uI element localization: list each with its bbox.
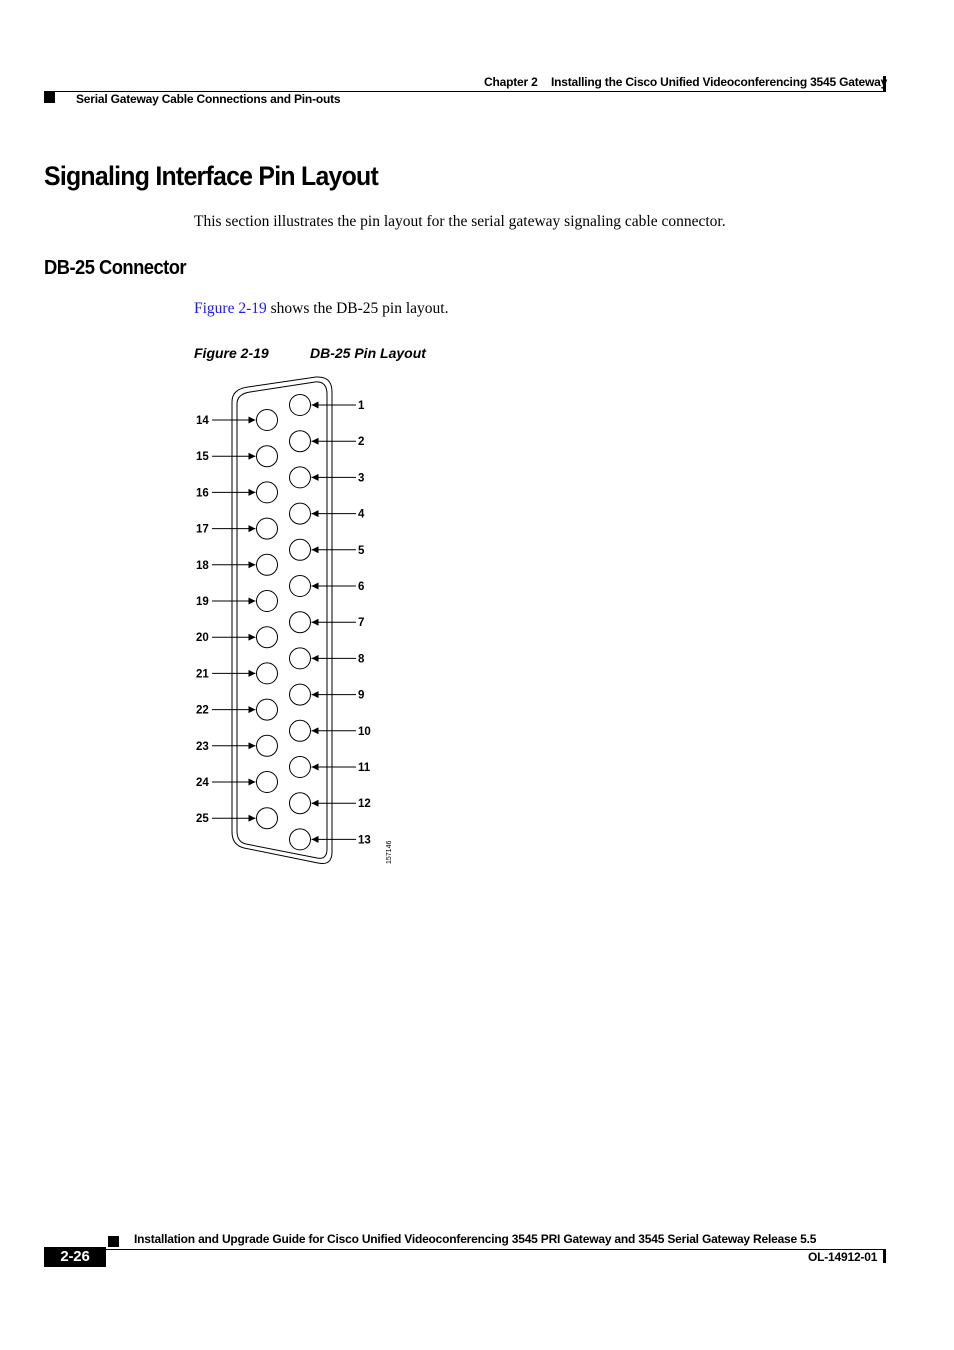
pin-1 — [290, 395, 311, 416]
pin-label-12: 12 — [358, 798, 371, 811]
header-chapter-title: Installing the Cisco Unified Videoconferencing 3545 Gateway — [551, 75, 888, 89]
pin-9 — [290, 684, 311, 705]
pin-label-4: 4 — [358, 508, 365, 521]
pin-24 — [257, 772, 278, 793]
footer-rule — [44, 1249, 886, 1250]
figure-caption: DB-25 Pin Layout — [310, 345, 426, 361]
pin-label-3: 3 — [358, 472, 365, 485]
pin-21 — [257, 663, 278, 684]
pin-7 — [290, 612, 311, 633]
pin-label-5: 5 — [358, 544, 365, 557]
figure-link[interactable]: Figure 2-19 — [194, 300, 267, 317]
pin-14 — [257, 410, 278, 431]
pin-22 — [257, 699, 278, 720]
pin-label-9: 9 — [358, 689, 365, 702]
pin-25 — [257, 808, 278, 829]
connector-shell-inner — [237, 382, 327, 858]
pin-label-25: 25 — [196, 813, 209, 826]
pin-6 — [290, 576, 311, 597]
pin-3 — [290, 467, 311, 488]
pin-label-21: 21 — [196, 668, 209, 681]
pin-23 — [257, 735, 278, 756]
pin-label-8: 8 — [358, 653, 365, 666]
intro-paragraph: This section illustrates the pin layout for the serial gateway signaling cable connector. — [194, 213, 726, 230]
pin-16 — [257, 482, 278, 503]
pin-label-7: 7 — [358, 617, 365, 630]
footer-bar-right — [883, 1249, 886, 1263]
art-id: 157146 — [386, 840, 393, 864]
pin-5 — [290, 539, 311, 560]
figure-number: Figure 2-19 — [194, 345, 269, 361]
pin-label-17: 17 — [196, 523, 209, 536]
pin-label-11: 11 — [358, 762, 371, 774]
page-number: 2-26 — [60, 1248, 90, 1265]
pin-label-16: 16 — [196, 487, 209, 500]
pin-20 — [257, 627, 278, 648]
pin-label-2: 2 — [358, 436, 365, 449]
pin-17 — [257, 518, 278, 539]
footer-block — [108, 1236, 119, 1247]
pin-label-15: 15 — [196, 451, 209, 464]
pin-label-10: 10 — [358, 725, 371, 738]
pin-label-14: 14 — [196, 415, 209, 427]
pin-label-1: 1 — [358, 400, 365, 412]
header-chapter: Chapter 2 — [484, 75, 538, 89]
connector-shell-outer — [232, 377, 332, 864]
pin-12 — [290, 793, 311, 814]
pin-label-23: 23 — [196, 740, 209, 753]
pin-label-18: 18 — [196, 559, 209, 572]
pin-8 — [290, 648, 311, 669]
footer-doc-id: OL-14912-01 — [808, 1250, 878, 1264]
pin-4 — [290, 503, 311, 524]
subsection-heading: DB-25 Connector — [44, 257, 187, 279]
pin-label-6: 6 — [358, 581, 365, 593]
pin-19 — [257, 591, 278, 612]
pin-label-22: 22 — [196, 704, 209, 717]
pin-13 — [290, 829, 311, 850]
header-section: Serial Gateway Cable Connections and Pin-outs — [76, 92, 341, 106]
pin-label-20: 20 — [196, 632, 209, 645]
pin-10 — [290, 720, 311, 741]
figure-reference-text: shows the DB-25 pin layout. — [266, 300, 449, 317]
pin-2 — [290, 431, 311, 452]
pin-15 — [257, 446, 278, 467]
page-title: Signaling Interface Pin Layout — [44, 161, 379, 191]
footer-guide-title: Installation and Upgrade Guide for Cisco Unified Videoconferencing 3545 PRI Gateway and 3545 Serial Gateway Release 5.5 — [134, 1232, 817, 1246]
pin-11 — [290, 757, 311, 778]
pin-label-13: 13 — [358, 834, 371, 847]
pin-label-19: 19 — [196, 596, 209, 608]
pin-18 — [257, 554, 278, 575]
pin-label-24: 24 — [196, 777, 209, 789]
